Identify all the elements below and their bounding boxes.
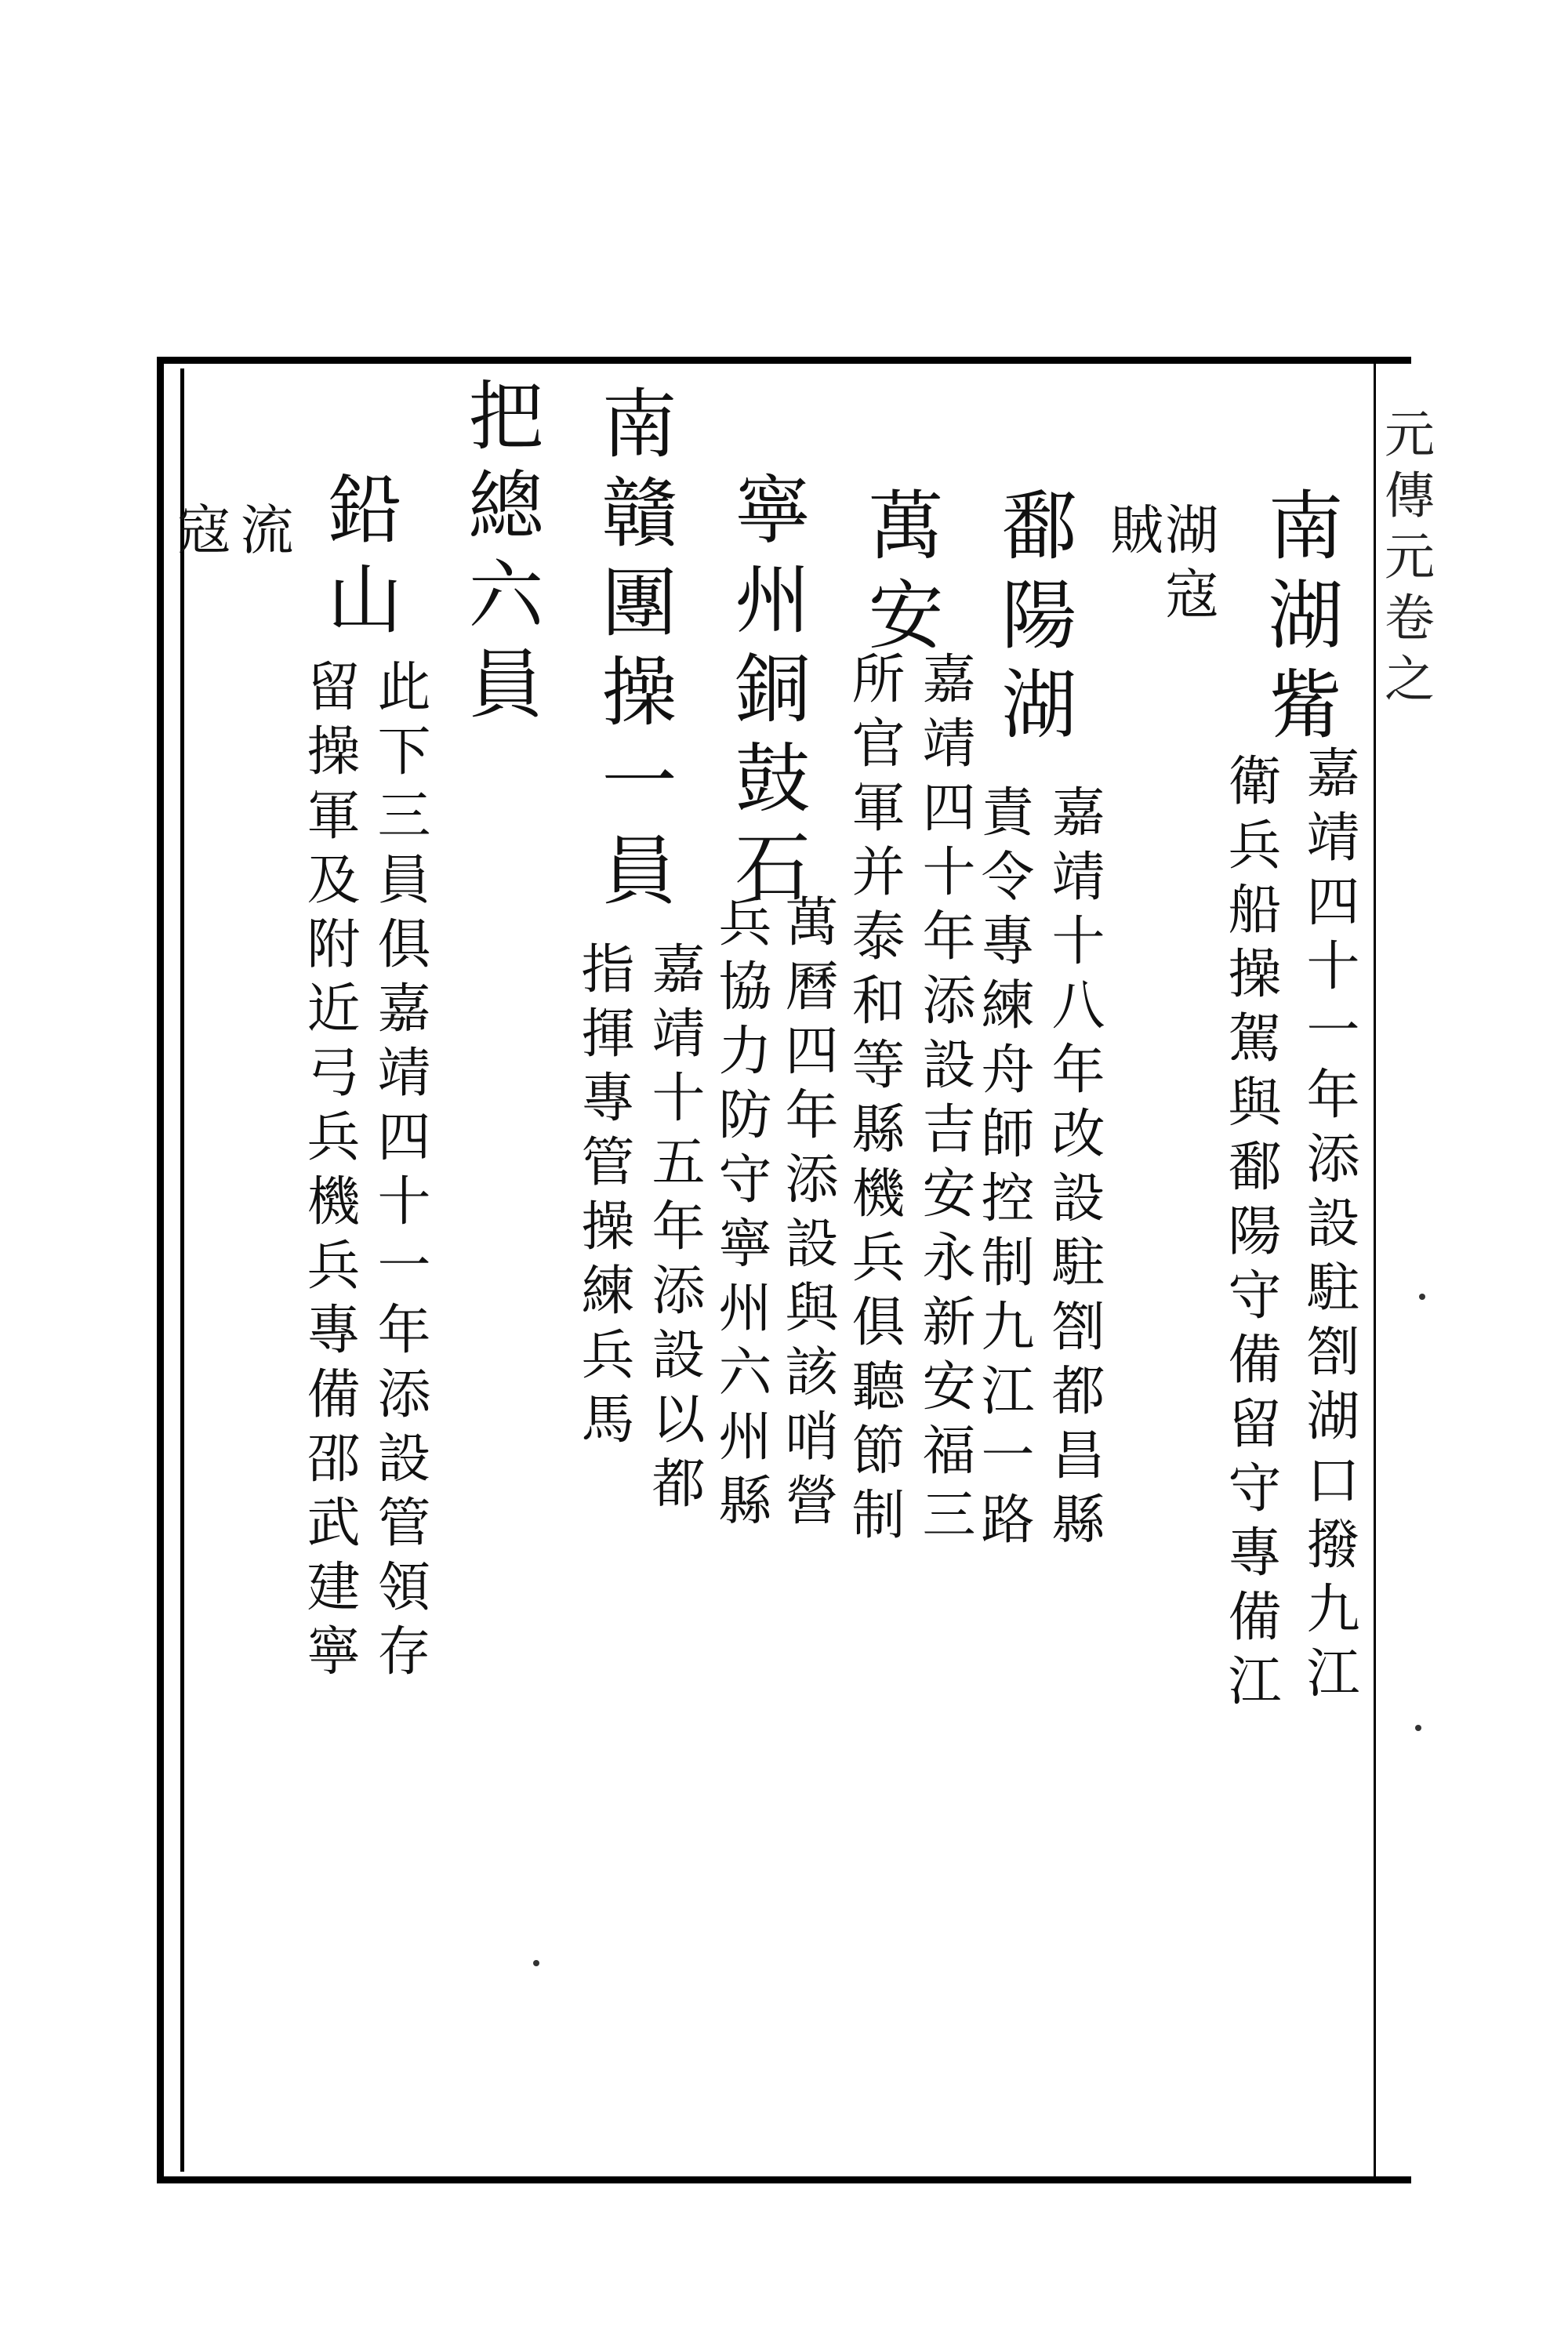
entry-note-line: 湖寇 <box>1156 502 1218 630</box>
entry-note-line: 寇 <box>169 502 230 566</box>
ink-speck <box>1419 1294 1425 1300</box>
entry-heading-ningzhou-tonggushi: 寧州銅鼓石 <box>723 470 811 917</box>
entry-note-line: 嘉靖十五年添設以都 <box>643 941 705 1519</box>
entry-note-line: 指揮專管操練兵馬 <box>572 941 634 1455</box>
entry-heading-nangan-tuancao: 南贛團操一員 <box>590 384 677 920</box>
entry-heading-qianshan: 鉛山 <box>315 470 403 649</box>
entry-heading-nanhuzui: 南湖觜 <box>1256 486 1344 754</box>
entry-note-line: 所官軍并泰和等縣機兵俱聽節制 <box>843 651 905 1551</box>
inner-frame-rule <box>180 368 184 2172</box>
entry-note-line: 嘉靖四十年添設吉安永新安福三 <box>913 651 975 1551</box>
entry-note-line: 責令專練舟師控制九江一路 <box>972 784 1034 1555</box>
entry-note-line: 嘉靖四十一年添設駐劄湖口撥九江 <box>1298 745 1359 1709</box>
entry-note-line: 留操軍及附近弓兵機兵專備邵武建寧 <box>298 659 360 1687</box>
margin-head-rule <box>1374 359 1411 362</box>
entry-note-line: 衛兵船操駕與鄱陽守備留守專備江 <box>1219 753 1281 1717</box>
entry-note-line: 嘉靖十八年改設駐劄都昌縣 <box>1043 784 1105 1555</box>
entry-note-line: 賊 <box>1102 502 1163 566</box>
entry-note-line: 此下三員俱嘉靖四十一年添設管領存 <box>368 659 430 1687</box>
ink-speck <box>1415 1725 1421 1731</box>
entry-note-line: 萬曆四年添設與該哨營 <box>776 894 838 1537</box>
entry-heading-wanan: 萬安 <box>856 486 944 665</box>
entry-note-line: 兵協力防守寧州六州縣 <box>710 894 771 1537</box>
entry-note-line: 流 <box>231 502 293 566</box>
ink-speck <box>533 1960 539 1966</box>
entry-heading-poyanghu: 鄱陽湖 <box>989 486 1077 754</box>
margin-header-fragment: 元傳元卷之 <box>1376 408 1434 713</box>
section-heading-bazong: 把總六員 <box>456 376 544 734</box>
